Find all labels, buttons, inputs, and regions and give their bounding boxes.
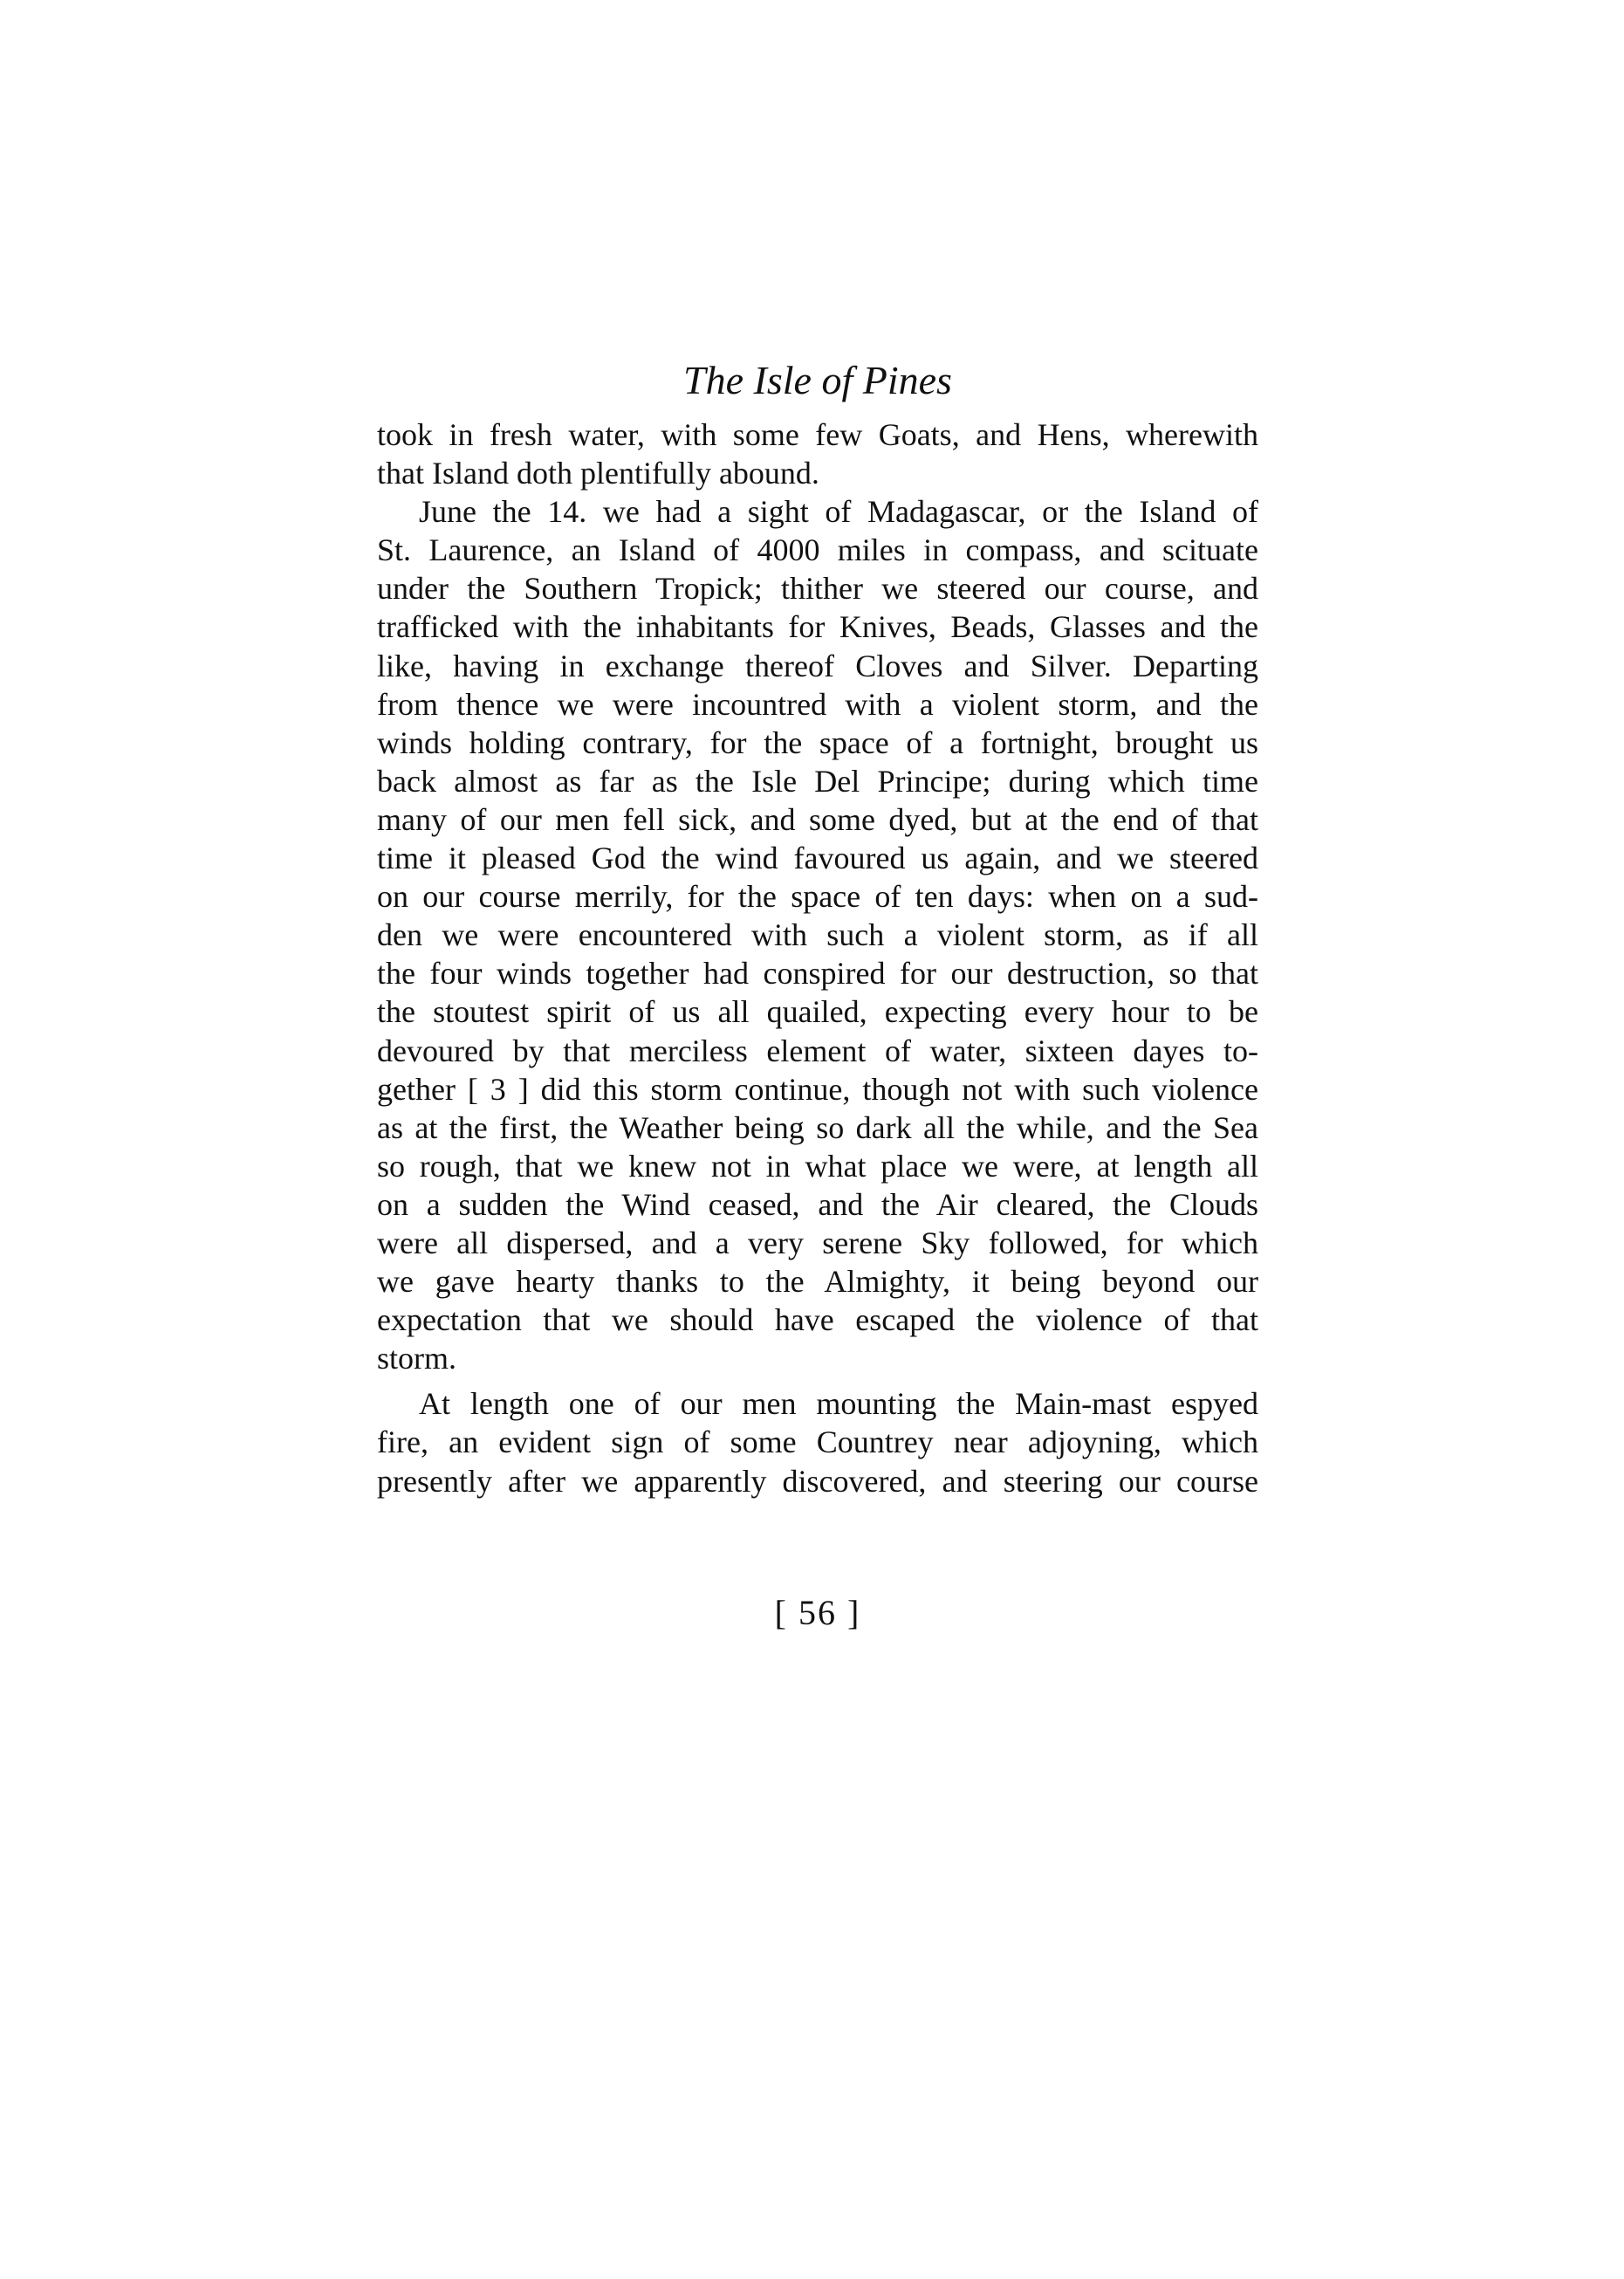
paragraph — [377, 492, 1258, 1377]
text-line: on our course merrily, for the space of ten days: when on a sud- — [377, 879, 1258, 915]
paragraph — [377, 1384, 1258, 1500]
text-line: so rough, that we knew not in what place we were, at length all — [377, 1148, 1258, 1184]
text-line: trafficked with the inhabitants for Knives, Beads, Glasses and the — [377, 609, 1258, 645]
paragraph — [377, 415, 1258, 492]
text-line: many of our men fell sick, and some dyed, but at the end of that — [377, 801, 1258, 837]
text-line: St. Laurence, an Island of 4000 miles in compass, and scituate — [377, 532, 1258, 568]
text-line: from thence we were incountred with a violent storm, and the — [377, 686, 1258, 722]
running-title: The Isle of Pines — [683, 358, 952, 402]
text-line: storm. — [377, 1341, 457, 1376]
text-line: June the 14. we had a sight of Madagascar, or the Island of — [419, 494, 1258, 530]
text-line: expectation that we should have escaped the violence of that — [377, 1302, 1258, 1338]
body-text — [377, 415, 1258, 1500]
page-number: [ 56 ] — [774, 1593, 861, 1632]
text-line: den we were encountered with such a violent storm, as if all — [377, 917, 1258, 953]
text-line: gether [ 3 ] did this storm continue, though not with such violence — [377, 1071, 1258, 1107]
text-line: took in fresh water, with some few Goats, and Hens, wherewith — [377, 417, 1258, 452]
text-line: the stoutest spirit of us all quailed, expecting every hour to be — [377, 994, 1258, 1030]
text-line: back almost as far as the Isle Del Principe; during which time — [377, 763, 1258, 799]
text-line: presently after we apparently discovered, and steering our course — [377, 1463, 1258, 1499]
text-line: we gave hearty thanks to the Almighty, it being beyond our — [377, 1264, 1258, 1300]
text-line: that Island doth plentifully abound. — [377, 456, 819, 491]
paragraph-gap — [377, 1377, 1258, 1384]
text-line: time it pleased God the wind favoured us again, and we steered — [377, 841, 1258, 876]
text-line: like, having in exchange thereof Cloves and Silver. Departing — [377, 648, 1258, 683]
text-line: fire, an evident sign of some Countrey near adjoyning, which — [377, 1424, 1258, 1460]
text-line: as at the first, the Weather being so dark all the while, and the Sea — [377, 1109, 1258, 1145]
text-line: were all dispersed, and a very serene Sky followed, for which — [377, 1225, 1258, 1260]
text-line: devoured by that merciless element of water, sixteen dayes to- — [377, 1033, 1258, 1068]
text-line: on a sudden the Wind ceased, and the Air cleared, the Clouds — [377, 1186, 1258, 1222]
text-line: under the Southern Tropick; thither we steered our course, and — [377, 571, 1258, 607]
text-line: At length one of our men mounting the Main-mast espyed — [419, 1386, 1258, 1422]
text-line: winds holding contrary, for the space of a fortnight, brought us — [377, 724, 1258, 760]
text-line: the four winds together had conspired for our destruction, so that — [377, 956, 1258, 992]
